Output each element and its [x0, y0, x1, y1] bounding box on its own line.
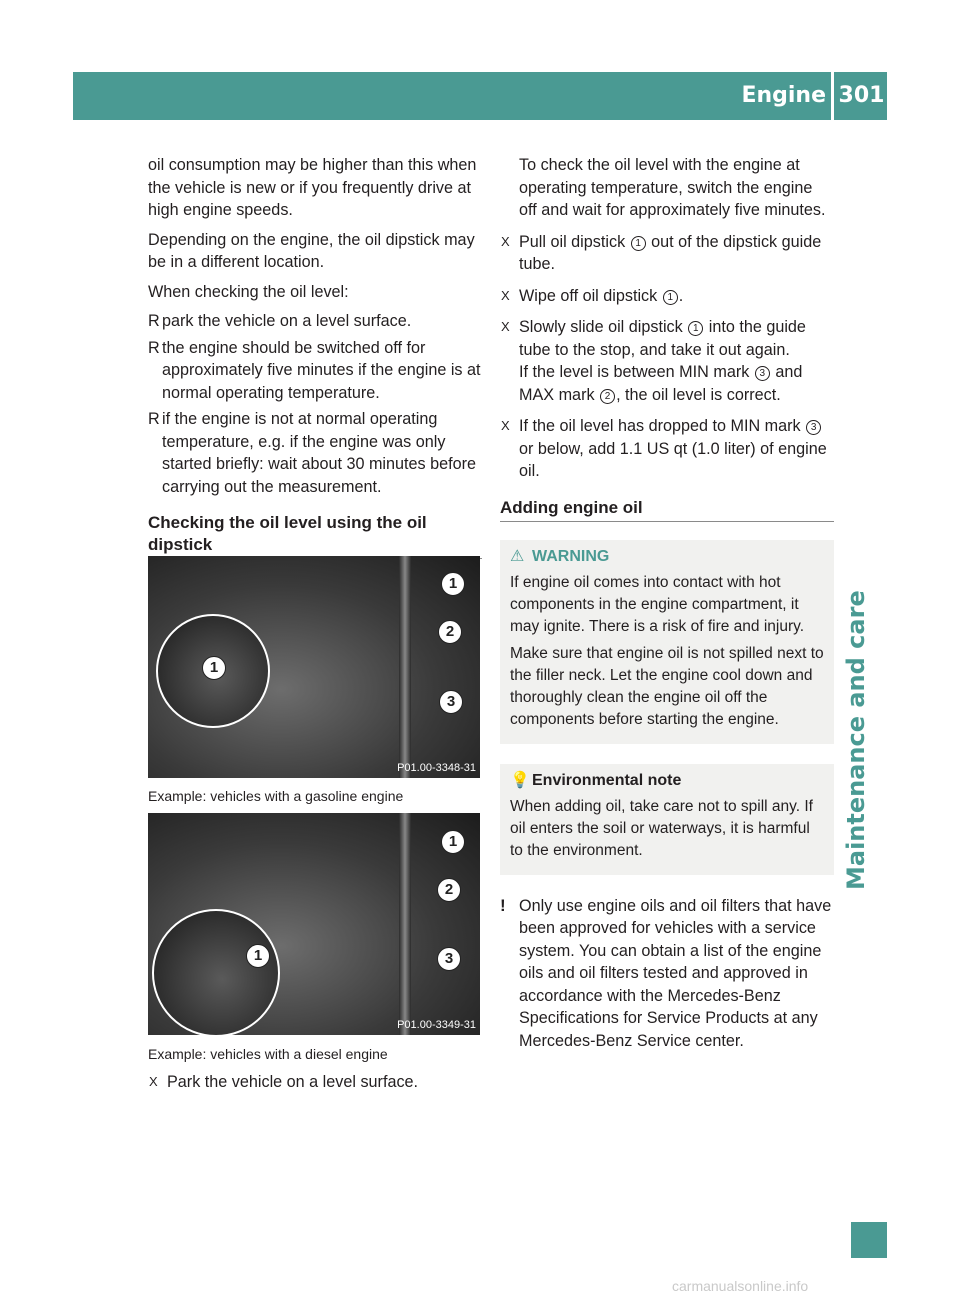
page-title: Engine compartment [658, 83, 826, 156]
exclamation-icon: ! [500, 895, 506, 915]
warning-text: Make sure that engine oil is not spilled next to the filler neck. Let the engine cool down and thoroughly clean the engine oil off the components before starting the engine. [510, 644, 824, 728]
paragraph: To check the oil level with the engine at operating temperature, switch the engine off and wait for approximately five minutes. [519, 156, 826, 219]
instruction-step: X If the oil level has dropped to MIN mark 3 or below, add 1.1 US qt (1.0 liter) of engine oil. [501, 417, 827, 480]
section-tab-label: Maintenance and care [842, 590, 870, 890]
warning-triangle-icon: ⚠ [510, 547, 525, 565]
header-divider [831, 72, 834, 120]
notice: ! Only use engine oils and oil filters that have been approved for vehicles with a service system. You can obtain a list of the engine oils and oil filters tested and approved in accordance with the Mercedes-Benz Specifications for Service Products at any Mercedes-Benz Service center. [500, 895, 832, 1050]
dipstick-image [399, 813, 411, 1035]
list-item: R the engine should be switched off for approximately five minutes if the engine is at normal operating temperature. [148, 338, 481, 402]
step-arrow-icon: X [501, 319, 510, 334]
instruction-step: X Park the vehicle on a level surface. [148, 1071, 482, 1094]
step-arrow-icon: X [501, 287, 510, 303]
dipstick-image [399, 556, 411, 778]
callout-1: 1 [246, 944, 270, 968]
callout-1: 1 [441, 830, 465, 854]
paragraph: When checking the oil level: [148, 282, 349, 301]
environmental-note-title: 💡 Environmental note [510, 770, 824, 792]
callout-1: 1 [688, 321, 703, 336]
step-arrow-icon: X [501, 418, 510, 433]
callout-3: 3 [439, 690, 463, 714]
callout-3: 3 [437, 947, 461, 971]
callout-1: 1 [631, 236, 646, 251]
list-item: R if the engine is not at normal operating temperature, e.g. if the engine was only started briefly: wait about 30 minutes before carrying out the measurement. [148, 410, 477, 496]
left-column [148, 154, 482, 559]
callout-1: 1 [441, 572, 465, 596]
list-item: R park the vehicle on a level surface. [148, 310, 482, 333]
right-column [500, 154, 834, 1052]
bullet-icon: R [148, 312, 160, 330]
section-tab-marker [851, 1222, 887, 1258]
left-steps [148, 1071, 482, 1103]
paragraph: Depending on the engine, the oil dipstick may be in a different location. [148, 230, 475, 271]
figure-code: P01.00-3348-31 [397, 762, 476, 774]
figure-caption: Example: vehicles with a gasoline engine [148, 788, 404, 804]
magnifier-inset [152, 909, 280, 1035]
section-heading: Checking the oil level using the oil dipstick [148, 512, 482, 559]
step-arrow-icon: X [501, 233, 510, 249]
instruction-step: X Pull oil dipstick 1 out of the dipstick guide tube. [501, 232, 822, 273]
section-heading: Adding engine oil [500, 497, 834, 522]
warning-title: ⚠ WARNING [510, 546, 824, 568]
paragraph: oil consumption may be higher than this when the vehicle is new or if you frequently drive at high engine speeds. [148, 156, 477, 219]
callout-2: 2 [438, 620, 462, 644]
lightbulb-icon: 💡 [510, 771, 530, 789]
warning-text: If engine oil comes into contact with hot components in the engine compartment, it may ignite. There is a risk of fire and injury. [510, 573, 805, 635]
figure-code: P01.00-3349-31 [397, 1019, 476, 1031]
callout-2: 2 [600, 389, 615, 404]
callout-3: 3 [806, 420, 821, 435]
callout-1: 1 [663, 290, 678, 305]
callout-1: 1 [202, 656, 226, 680]
result-text: If the level is between MIN mark 3 and MAX mark 2 , the oil level is correct. [519, 363, 803, 404]
callout-3: 3 [755, 366, 770, 381]
watermark: carmanualsonline.info [672, 1278, 809, 1294]
instruction-step: X Slowly slide oil dipstick 1 into the guide tube to the stop, and take it out again. [501, 318, 806, 359]
engine-photo-gasoline [148, 556, 480, 778]
figure-caption: Example: vehicles with a diesel engine [148, 1046, 388, 1062]
step-arrow-icon: X [149, 1074, 158, 1089]
callout-2: 2 [437, 878, 461, 902]
instruction-step: X Wipe off oil dipstick 1 . [500, 285, 834, 308]
environmental-note-box [500, 764, 834, 875]
bullet-icon: R [148, 410, 160, 428]
engine-photo-diesel [148, 813, 480, 1035]
bullet-icon: R [148, 338, 160, 357]
page-number: 301 [838, 83, 885, 108]
environmental-note-text: When adding oil, take care not to spill any. If oil enters the soil or waterways, it is harmful to the environment. [510, 797, 813, 859]
warning-box [500, 540, 834, 744]
